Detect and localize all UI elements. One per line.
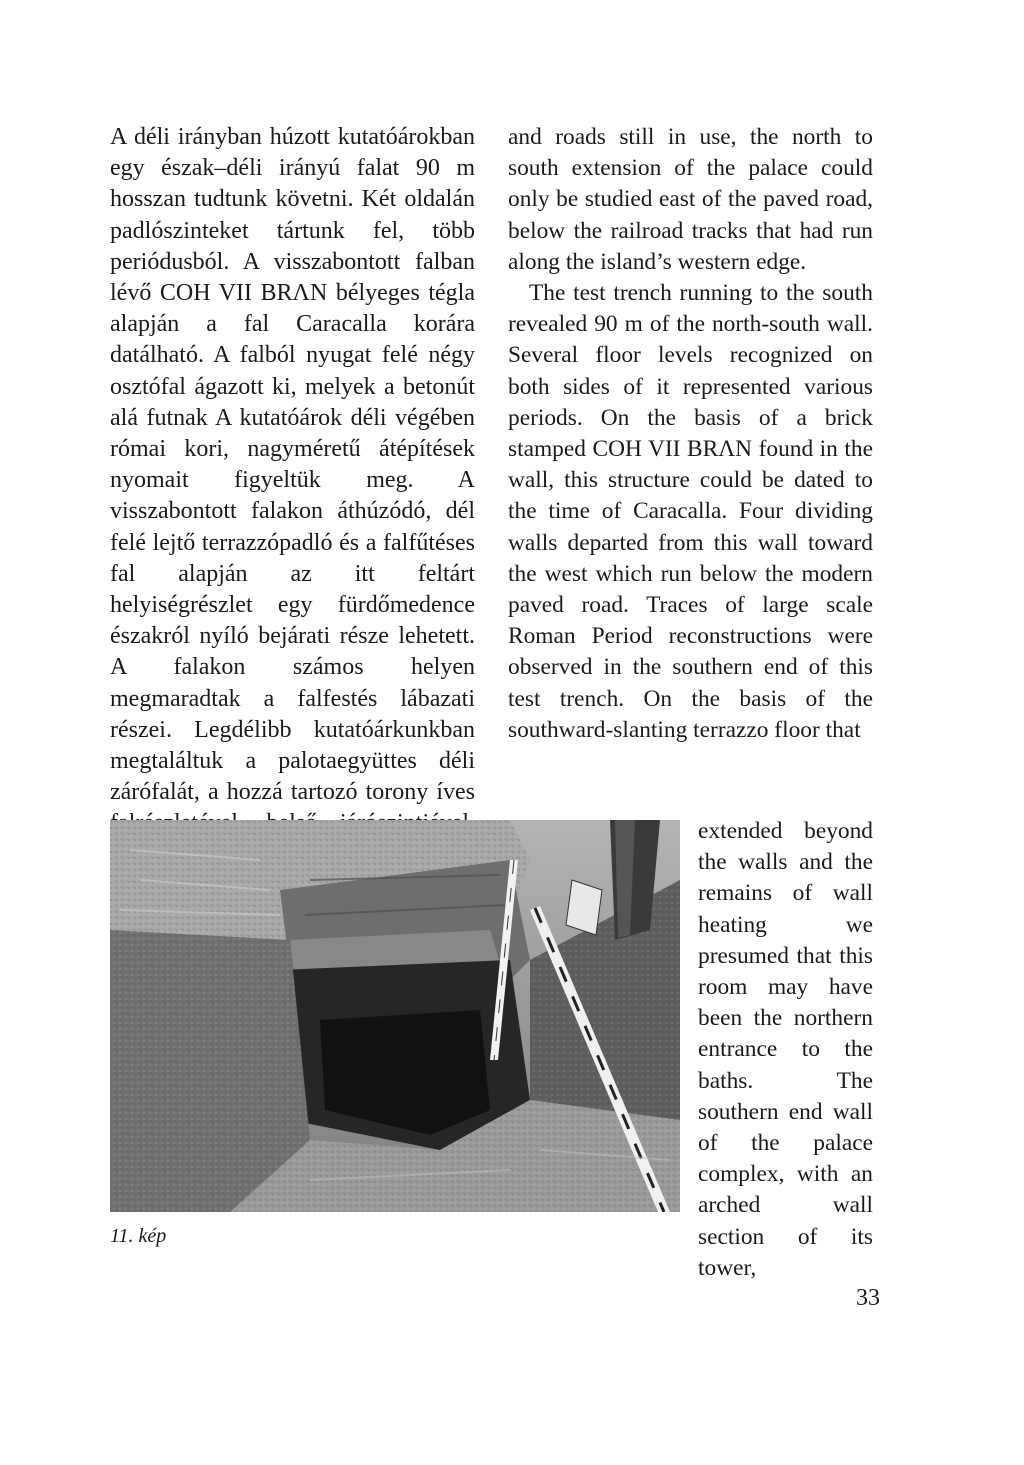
english-paragraph-2: The test trench running to the south revealed 90 m of the north-south wall. Several floor levels recognized on both sides of it represented various periods. On the basis of a brick stamped COH VII BRΛN found in the wall, this structure could be dated to the time of Caracalla. Four dividing walls departed from this wall toward the west which run below the modern paved road. Traces of large scale Roman Period reconstructions were observed in the southern end of this test trench. On the basis of the southward-slanting terrazzo floor that [508,280,873,743]
english-paragraph-2-continued: extended beyond the walls and the remains of wall heating we presumed that this room may have been the northern entrance to the baths. The southern end wall of the palace complex, with an arched wall section of its tower, [698,818,873,1281]
english-column-narrow [698,816,873,1284]
figure-caption: 11. kép [110,1225,167,1247]
english-column [508,122,873,746]
hungarian-paragraph [110,122,475,871]
hungarian-text: A déli irányban húzott kutatóárokban egy észak–déli irányú falat 90 m hosszan tudtunk követni. Két oldalán padlószinteket tártunk fel, több periódusból. A visszabontott falban lévő COH VII BRΛN bélyeges tégla alapján a fal Caracalla korára datálható. A falból nyugat felé négy osztófal ágazott ki, melyek a betonút alá futnak A kutatóárok déli végében római kori, nagyméretű átépítések nyomait figyeltük meg. A visszabontott falakon áthúzódó, dél felé lejtő terrazzópadló és a falfűtéses fal alapján az itt feltárt helyiségrészlet egy fürdőmedence északról nyíló bejárati része lehetett. A falakon számos helyen megmaradtak a falfestés lábazati részei. Legdélibb kutatóárkunkban megtaláltuk a palotaegyüttes déli zárófalát, a hozzá tartozó torony íves [110,124,475,806]
page-number: 33 [856,1285,880,1311]
english-paragraph-1: and roads still in use, the north to south extension of the palace could only be studied east of the paved road, below the railroad tracks that had run along the island’s western edge. [508,124,873,275]
hungarian-column [110,122,475,871]
excavation-photo [110,820,680,1212]
